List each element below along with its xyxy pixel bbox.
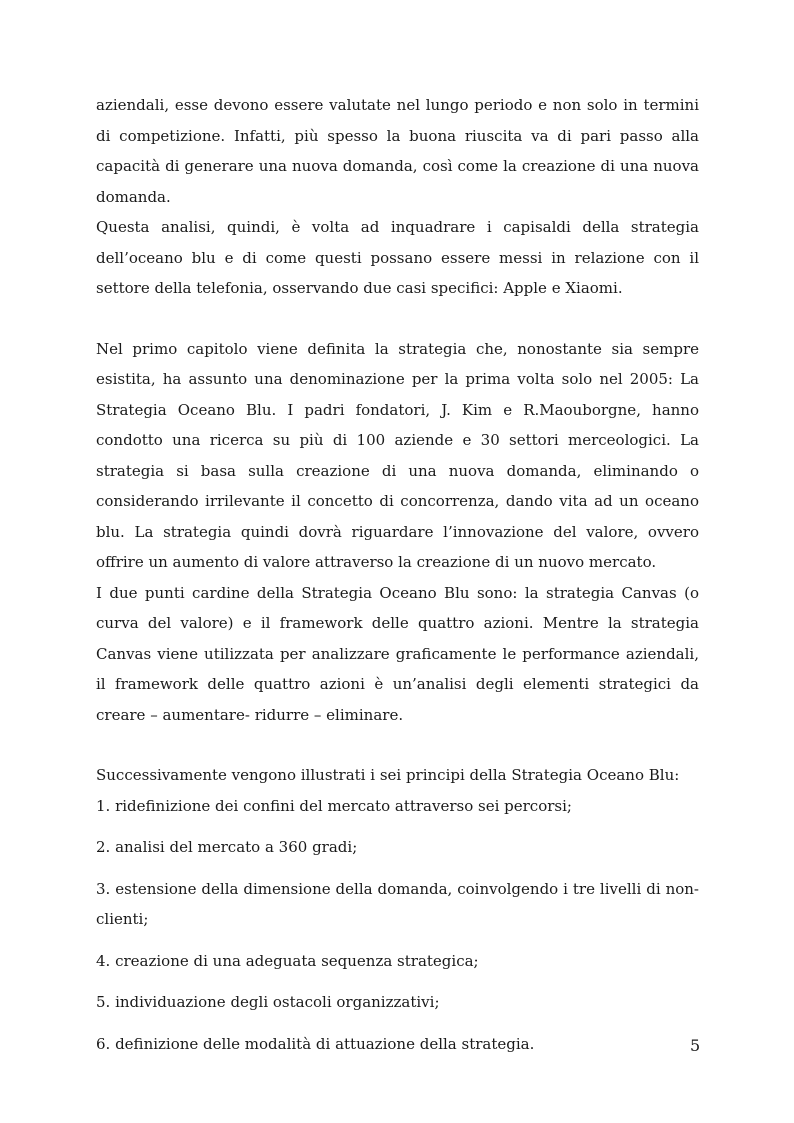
intro-section bbox=[96, 90, 699, 304]
list-item: 2. analisi del mercato a 360 gradi; bbox=[96, 838, 358, 856]
chapter-summary-section bbox=[96, 334, 699, 731]
paragraph-spacer bbox=[96, 304, 699, 334]
list-item: 1. ridefinizione dei confini del mercato attraverso sei percorsi; bbox=[96, 796, 572, 815]
list-item: 3. estensione della dimensione della domanda, coinvolgendo i tre livelli di non-clienti; bbox=[96, 879, 699, 928]
document-page bbox=[96, 90, 699, 1070]
paragraph-first-chapter: Nel primo capitolo viene definita la strategia che, nonostante sia sempre esistita, ha assunto una denominazione per la prima volta solo nel 2005: La Strategia Oceano Blu. I padri fondatori, J. Kim e R.Maouborgne, hanno condotto una ricerca su più di 100 aziende e 30 settori merceologici. La strategia si basa sulla creazione di una nuova domanda, eliminando o considerando irrilevante il concetto di concorrenza, dando vita ad un oceano blu. La strategia quindi dovrà riguardare l’innovazione del valore, ovvero offrire un aumento di valore attraverso la creazione di un nuovo mercato. bbox=[96, 339, 699, 571]
list-item: 6. definizione delle modalità di attuazione della strategia. bbox=[96, 1034, 535, 1053]
paragraph-spacer bbox=[96, 730, 699, 760]
list-item: 5. individuazione degli ostacoli organizzativi; bbox=[96, 993, 440, 1011]
list-item: 4. creazione di una adeguata sequenza strategica; bbox=[96, 951, 479, 970]
paragraph-key-points: I due punti cardine della Strategia Oceano Blu sono: la strategia Canvas (o curva del valore) e il framework delle quattro azioni. Mentre la strategia Canvas viene utilizzata per analizzare graficamente le performance aziendali, il framework delle quattro azioni è un’analisi degli elementi strategici da creare – aumentare- ridurre – eliminare. bbox=[96, 583, 699, 724]
principles-list bbox=[96, 791, 699, 1060]
principles-intro: Successivamente vengono illustrati i sei principi della Strategia Oceano Blu: bbox=[96, 766, 680, 784]
paragraph-competition: aziendali, esse devono essere valutate nel lungo periodo e non solo in termini di competizione. Infatti, più spesso la buona riuscita va di pari passo alla capacità di generare una nuova domanda, così come la creazione di una nuova domanda. bbox=[96, 96, 699, 206]
paragraph-analysis-aim: Questa analisi, quindi, è volta ad inquadrare i capisaldi della strategia dell’oceano blu e di come questi possano essere messi in relazione con il settore della telefonia, osservando due casi specifici: Apple e Xiaomi. bbox=[96, 218, 699, 297]
page-number: 5 bbox=[690, 1036, 701, 1055]
